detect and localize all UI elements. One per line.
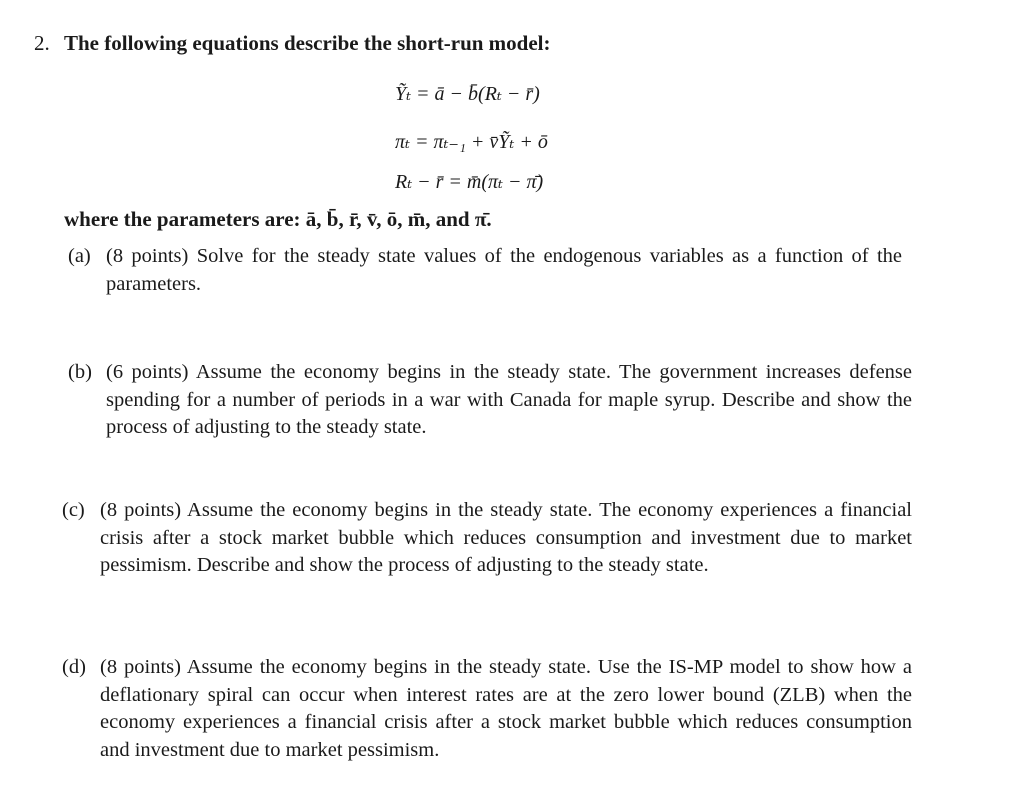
part-d-label: (d) [62, 656, 86, 678]
part-b [68, 359, 912, 442]
question-title: The following equations describe the short-run model: [64, 31, 551, 55]
question-number: 2. [34, 31, 50, 55]
equation-phillips-curve: πₜ = πₜ₋₁ + v̄Ỹₜ + ō [395, 131, 548, 153]
part-c-text: (8 points) Assume the economy begins in the steady state. The economy experiences a financial crisis after a stock market bubble which reduces consumption and investment due to market pessimism. Describe and show the process of adjusting to the steady state. [100, 499, 912, 576]
part-d-text: (8 points) Assume the economy begins in the steady state. Use the IS-MP model to show how a deflationary spiral can occur when interest rates are at the zero lower bound (ZLB) when the economy experiences a financial crisis after a stock market bubble which reduces consumption and investment due to market pessimism. [100, 656, 912, 761]
part-a-text: (8 points) Solve for the steady state values of the endogenous variables as a function of the parameters. [106, 245, 902, 295]
equation-mp-rule: Rₜ − r̄ = m̄(πₜ − π̄) [395, 171, 544, 193]
part-b-text: (6 points) Assume the economy begins in the steady state. The government increases defense spending for a number of periods in a war with Canada for maple syrup. Describe and show the process of adjusting to the steady state. [106, 361, 912, 438]
part-b-label: (b) [68, 361, 92, 383]
part-a [68, 243, 902, 298]
equation-is-curve: Ỹₜ = ā − b̄(Rₜ − r̄) [395, 83, 540, 105]
part-c-label: (c) [62, 499, 85, 521]
part-d [62, 654, 912, 764]
parameters-line: where the parameters are: ā, b̄, r̄, v̄, ō, m̄, and π̄. [64, 207, 492, 231]
part-c [62, 497, 912, 580]
question-heading [34, 28, 551, 58]
part-a-label: (a) [68, 245, 91, 267]
